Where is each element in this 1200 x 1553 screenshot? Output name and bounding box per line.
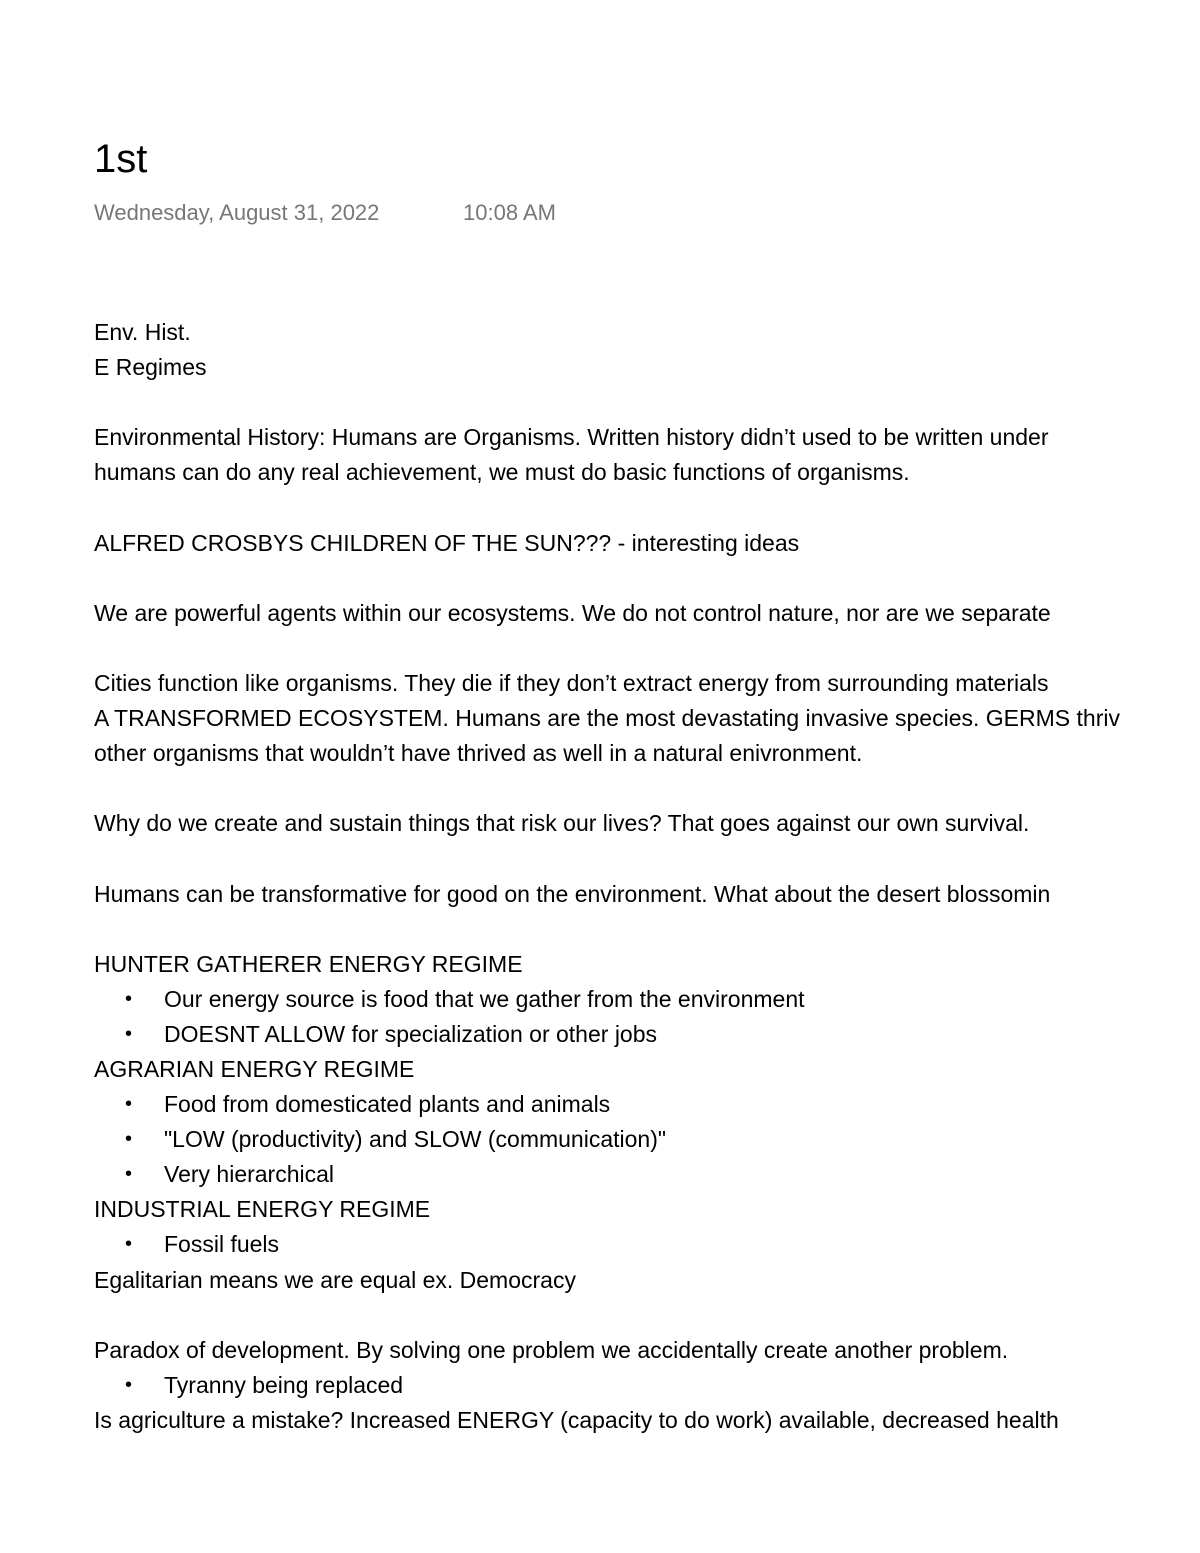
bullet-item <box>94 982 1200 1017</box>
text-line: A TRANSFORMED ECOSYSTEM. Humans are the most devastating invasive species. GERMS thriv <box>94 705 1120 732</box>
bullet-icon: • <box>125 1163 133 1186</box>
text-line: Paradox of development. By solving one problem we accidentally create another problem. <box>94 1336 1009 1363</box>
text-line: Humans can be transformative for good on the environment. What about the desert blossomin <box>94 880 1051 907</box>
bullet-item <box>94 1368 1200 1403</box>
note-title: 1st <box>94 137 148 181</box>
blank-line <box>94 561 1200 596</box>
bullet-item <box>94 1227 1200 1262</box>
bullet-text: "LOW (productivity) and SLOW (communication)" <box>164 1126 667 1153</box>
note-time: 10:08 AM <box>463 200 556 225</box>
text-line: Is agriculture a mistake? Increased ENERGY (capacity to do work) available, decreased health <box>94 1406 1059 1433</box>
section-heading: HUNTER GATHERER ENERGY REGIME <box>94 950 523 977</box>
text-line: E Regimes <box>94 354 207 381</box>
note-date: Wednesday, August 31, 2022 <box>94 200 380 225</box>
bullet-item <box>94 1087 1200 1122</box>
blank-line <box>94 912 1200 947</box>
bullet-text: Fossil fuels <box>164 1231 280 1258</box>
text-line: other organisms that wouldn’t have thrived as well in a natural enivronment. <box>94 740 863 767</box>
bullet-item <box>94 1122 1200 1157</box>
bullet-text: Tyranny being replaced <box>164 1371 404 1398</box>
bullet-text: Food from domesticated plants and animals <box>164 1091 611 1118</box>
bullet-item <box>94 1157 1200 1192</box>
section-heading: INDUSTRIAL ENERGY REGIME <box>94 1196 431 1223</box>
text-line: Cities function like organisms. They die if they don’t extract energy from surrounding materials <box>94 669 1049 696</box>
text-line: humans can do any real achievement, we must do basic functions of organisms. <box>94 459 910 486</box>
bullet-text: DOESNT ALLOW for specialization or other jobs <box>164 1020 658 1047</box>
bullet-icon: • <box>125 1128 133 1151</box>
bullet-icon: • <box>125 1093 133 1116</box>
bullet-icon: • <box>125 1373 133 1396</box>
text-line: Environmental History: Humans are Organisms. Written history didn’t used to be written under <box>94 424 1049 451</box>
bullet-icon: • <box>125 1233 133 1256</box>
bullet-text: Very hierarchical <box>164 1161 335 1188</box>
blank-line <box>94 631 1200 666</box>
bullet-icon: • <box>125 987 133 1010</box>
bullet-icon: • <box>125 1022 133 1045</box>
blank-line <box>94 1298 1200 1333</box>
blank-line <box>94 385 1200 420</box>
text-line: We are powerful agents within our ecosystems. We do not control nature, nor are we separate <box>94 599 1051 626</box>
note-body <box>94 315 1200 1438</box>
text-line: ALFRED CROSBYS CHILDREN OF THE SUN??? - interesting ideas <box>94 529 800 556</box>
section-heading: AGRARIAN ENERGY REGIME <box>94 1055 415 1082</box>
blank-line <box>94 490 1200 525</box>
text-line: Env. Hist. <box>94 319 191 345</box>
bullet-item <box>94 1017 1200 1052</box>
blank-line <box>94 771 1200 806</box>
bullet-text: Our energy source is food that we gather from the environment <box>164 985 805 1012</box>
text-line: Egalitarian means we are equal ex. Democracy <box>94 1266 576 1293</box>
text-line: Why do we create and sustain things that risk our lives? That goes against our own survival. <box>94 810 1030 837</box>
note-meta <box>94 198 556 228</box>
blank-line <box>94 841 1200 876</box>
